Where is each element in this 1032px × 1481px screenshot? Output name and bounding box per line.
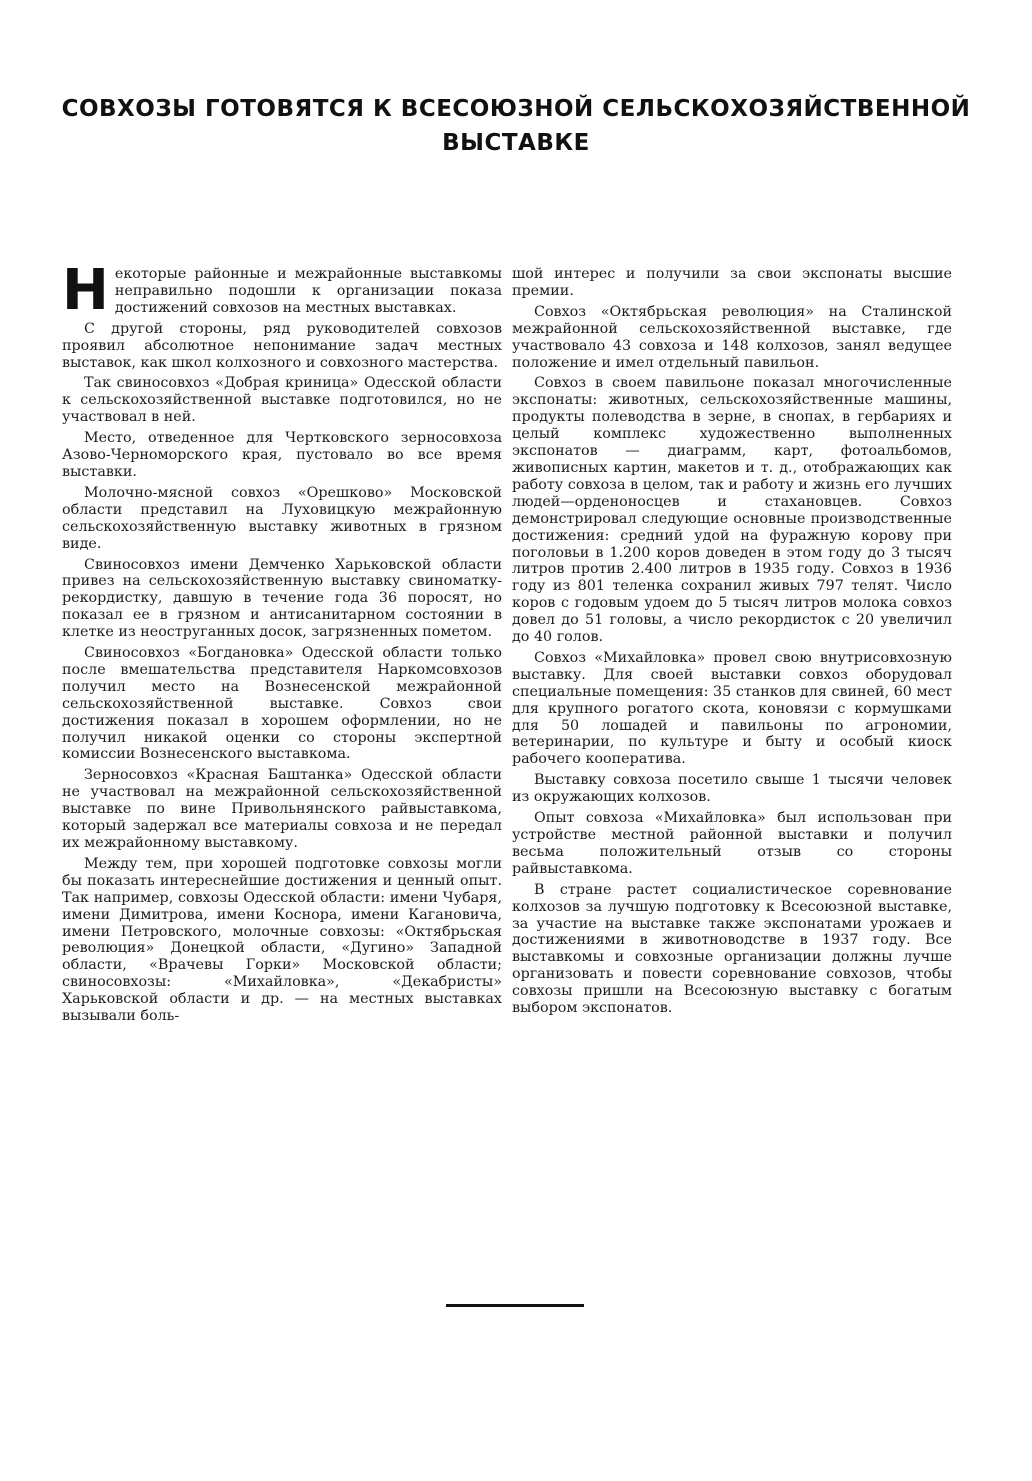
paragraph: Свиносовхоз имени Демченко Харьковской области привез на сельскохозяйственную выставку свиноматку-рекордистку, давшую в течение года 36 поросят, но показал ее в грязном и антисанитарном состоянии в клетке из неоструганных досок, загрязненных пометом. [62,556,502,641]
paragraph: Совхоз в своем павильоне показал многочисленные экспонаты: животных, сельскохозяйственные машины, продукты полеводства в зерне, в снопах, в гербариях и целый комплекс художественно выполненных экспонатов — диаграмм, карт, фотоальбомов, живописных картин, макетов и т. д., отображающих как работу совхоза в целом, так и работу и жизнь его лучших людей—орденоносцев и стахановцев. Совхоз демонстрировал следующие основные производственные достижения: средний удой на фуражную корову при поголовьи в 1.200 коров доведен в этом году до 3 тысяч литров против 2.400 литров в 1935 году. Совхоз в 1936 году из 801 теленка сохранил живых 797 телят. Число коров с годовым удоем до 5 тысяч литров молока совхоз довел до 51 головы, а число рекордисток с 20 увеличил до 40 голов. [512,375,952,646]
paragraph: Совхоз «Октябрьская революция» на Сталинской межрайонной сельскохозяйственной выставке, где участвовало 43 совхоза и 148 колхозов, занял ведущее положение и имел отдельный павильон. [512,303,952,371]
paragraph: Зерносовхоз «Красная Баштанка» Одесской области не участвовал на межрайонной сельскохозяйственной выставке по вине Привольнянского райвыставкома, который задержал все материалы совхоза и не передал их межрайонному выставкому. [62,767,502,851]
page-title [60,92,972,160]
title-line-1: СОВХОЗЫ ГОТОВЯТСЯ К ВСЕСОЮЗНОЙ СЕЛЬСКОХОЗЯЙСТВЕННОЙ [61,96,971,122]
paragraph: Так свиносовхоз «Добрая криница» Одесской области к сельскохозяйственной выставке подготовился, но не участвовал в ней. [62,375,502,426]
paragraph: Совхоз «Михайловка» провел свою внутрисовхозную выставку. Для своей выставки совхоз оборудовал специальные помещения: 35 станков для свиней, 60 мест для крупного рогатого скота, коновязи с кормушками для 50 лошадей и павильоны по агрономии, ветеринарии, по культуре и быту и особый киоск рабочего кооператива. [512,649,952,768]
paragraph-continued: шой интерес и получили за свои экспонаты высшие премии. [512,266,952,299]
article-column-left [62,258,502,1029]
paragraph: Место, отведенное для Чертковского зерносовхоза Азово-Черноморского края, пустовало во все время выставки. [62,430,502,480]
paragraph: Выставку совхоза посетило свыше 1 тысячи человек из окружающих колхозов. [512,772,952,806]
paragraph: Свиносовхоз «Богдановка» Одесской области только после вмешательства представителя Наркомсовхозов получил место на Вознесенской межрайонной сельскохозяйственной выставке. Совхоз свои достижения показал в хорошем оформлении, но не получил никакой оценки со стороны экспертной комиссии Вознесенского выставкома. [62,645,502,763]
title-line-2: ВЫСТАВКЕ [442,130,590,156]
paragraph-intro-text: екоторые районные и межрайонные выставкомы неправильно подошли к организации показа достижений совхозов на местных выставках. [114,266,502,316]
paragraph: В стране растет социалистическое соревнование колхозов за лучшую подготовку к Всесоюзной выставке, за участие на выставке также экспонатами урожаев и достижениями в животноводстве в 1937 году. Все выставкомы и совхозные организации должны лучше организовать и повести соревнование совхозов, чтобы совхозы пришли на Всесоюзную выставку с богатым выбором экспонатов. [512,881,952,1017]
paragraph-intro [62,258,502,323]
end-rule [446,1304,584,1307]
paragraph: Опыт совхоза «Михайловка» был использован при устройстве местной районной выставки и получил весьма положительный отзыв со стороны райвыставкома. [512,810,952,877]
paragraph: С другой стороны, ряд руководителей совхозов проявил абсолютное непонимание задач местных выставок, как школ колхозного и совхозного мастерства. [62,320,502,371]
paragraph: Между тем, при хорошей подготовке совхозы могли бы показать интереснейшие достижения и ценный опыт. Так например, совхозы Одесской области: имени Чубаря, имени Димитрова, имени Коснора, имени Кагановича, имени Петровского, молочные совхозы: «Октябрьская революция» Донецкой области, «Дугино» Западной области, «Врачевы Горки» Московской области; свиносовхозы: «Михайловка», «Декабристы» Харьковской области и др. — на местных выставках вызывали боль- [62,855,502,1025]
article-column-right [512,266,952,1021]
paragraph: Молочно-мясной совхоз «Орешково» Московской области представил на Луховицкую межрайонную сельскохозяйственную выставку животных в грязном виде. [62,484,502,552]
drop-cap: Н [62,258,109,323]
